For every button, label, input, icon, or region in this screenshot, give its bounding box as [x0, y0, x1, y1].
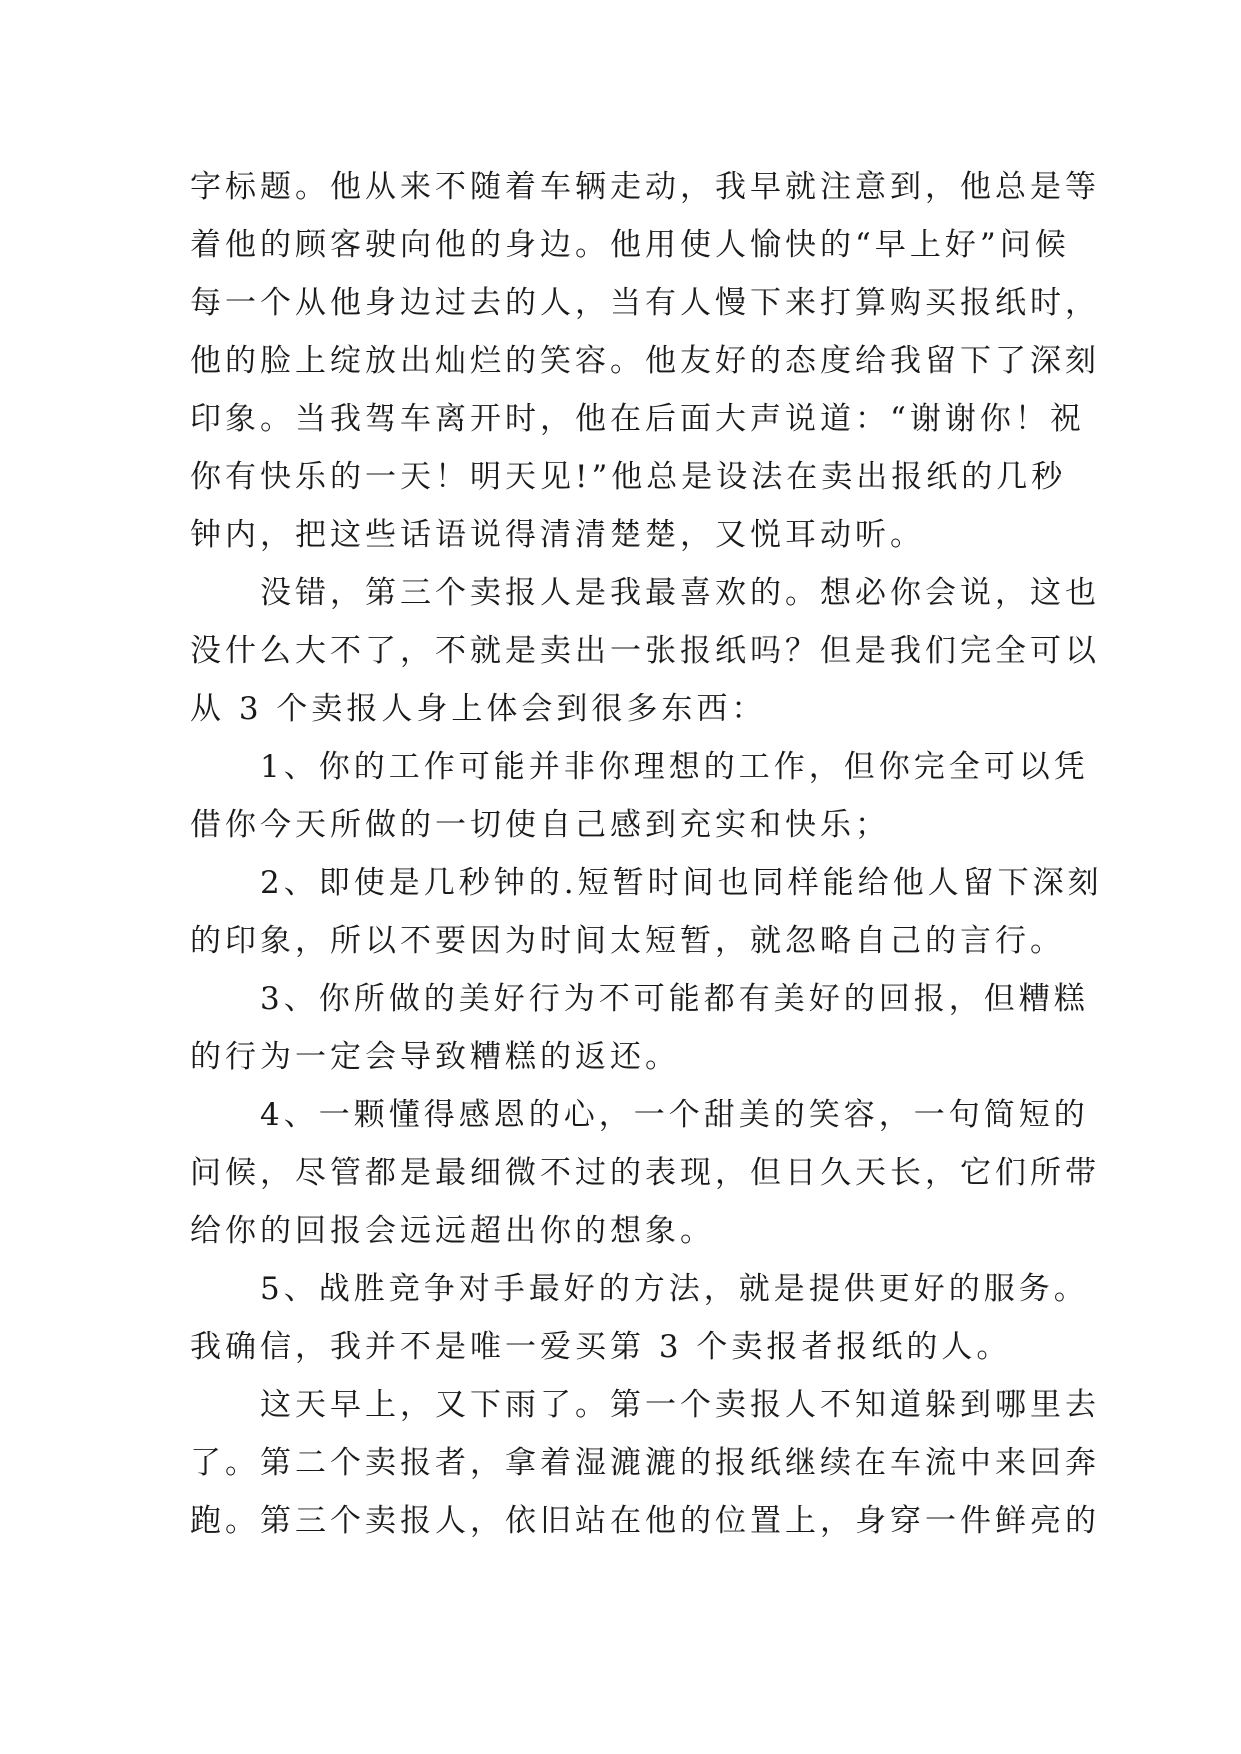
text-line: 跑。第三个卖报人，依旧站在他的位置上，身穿一件鲜亮的: [190, 1503, 1100, 1539]
text-line: 钟内，把这些话语说得清清楚楚，又悦耳动听。: [190, 517, 925, 553]
text-line: 了。第二个卖报者，拿着湿漉漉的报纸继续在车流中来回奔: [190, 1445, 1100, 1481]
text-line: 印象。当我驾车离开时，他在后面大声说道：“谢谢你！祝: [190, 401, 1085, 437]
text-line: 借你今天所做的一切使自己感到充实和快乐；: [190, 807, 890, 843]
text-line: 着他的顾客驶向他的身边。他用使人愉快的“早上好”问候: [190, 227, 1070, 263]
text-line: 问候，尽管都是最细微不过的表现，但日久天长，它们所带: [190, 1155, 1100, 1191]
text-line: 没什么大不了，不就是卖出一张报纸吗？但是我们完全可以: [190, 633, 1100, 669]
text-line: 的印象，所以不要因为时间太短暂，就忽略自己的言行。: [190, 923, 1065, 959]
body-text: [190, 158, 1103, 1550]
list-item-1-line: 1、你的工作可能并非你理想的工作，但你完全可以凭: [260, 749, 1089, 785]
text-line: 每一个从他身边过去的人，当有人慢下来打算购买报纸时，: [190, 285, 1100, 321]
list-item-4-line: 4、一颗懂得感恩的心，一个甜美的笑容，一句简短的: [260, 1097, 1089, 1133]
list-item-3-line: 3、你所做的美好行为不可能都有美好的回报，但糟糕: [260, 981, 1089, 1017]
text-line: 从 3 个卖报人身上体会到很多东西：: [190, 691, 767, 727]
paragraph-start-line: 没错，第三个卖报人是我最喜欢的。想必你会说，这也: [260, 575, 1100, 611]
list-item-5-line: 5、战胜竞争对手最好的方法，就是提供更好的服务。: [260, 1271, 1089, 1307]
paragraph-start-line: 这天早上，又下雨了。第一个卖报人不知道躲到哪里去: [260, 1387, 1100, 1423]
text-line: 他的脸上绽放出灿烂的笑容。他友好的态度给我留下了深刻: [190, 343, 1100, 379]
text-line: 你有快乐的一天！明天见!”他总是设法在卖出报纸的几秒: [190, 459, 1067, 495]
text-line: 字标题。他从来不随着车辆走动，我早就注意到，他总是等: [190, 169, 1100, 205]
text-line: 给你的回报会远远超出你的想象。: [190, 1213, 715, 1249]
text-line: 我确信，我并不是唯一爱买第 3 个卖报者报纸的人。: [190, 1329, 1012, 1365]
list-item-2-line: 2、即使是几秒钟的.短暂时间也同样能给他人留下深刻: [260, 865, 1103, 901]
text-line: 的行为一定会导致糟糕的返还。: [190, 1039, 680, 1075]
